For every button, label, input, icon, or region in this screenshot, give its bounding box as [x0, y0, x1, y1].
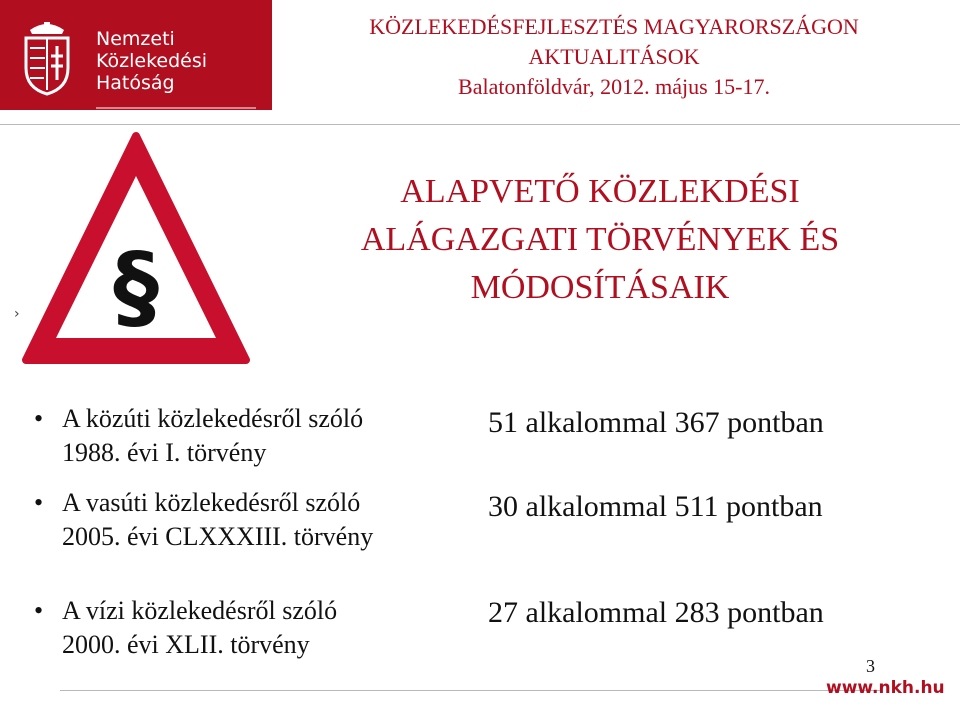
logo-line-1: Nemzeti — [96, 28, 175, 50]
law-citation: 1988. évi I. törvény — [62, 438, 267, 467]
logo-line-2: Közlekedési — [96, 50, 208, 72]
law-title: A közúti közlekedésről szóló — [62, 404, 364, 433]
title-line-1: ALAPVETŐ KÖZLEKDÉSI — [400, 173, 800, 210]
title-line-3: MÓDOSÍTÁSAIK — [470, 269, 730, 306]
list-item — [34, 486, 474, 554]
header-line-1: KÖZLEKEDÉSFEJLESZTÉS MAGYARORSZÁGON — [369, 14, 859, 39]
law-citation: 2005. évi CLXXXIII. törvény — [62, 522, 374, 551]
page-number: 3 — [866, 656, 875, 676]
header-divider — [0, 124, 960, 125]
title-line-2: ALÁGAZGATI TÖRVÉNYEK ÉS — [360, 221, 840, 258]
bullet-icon: • — [34, 404, 44, 433]
list-item — [34, 594, 474, 662]
logo-line-3: Hatóság — [96, 72, 175, 94]
coat-of-arms-icon — [22, 20, 72, 96]
logo-underline — [96, 105, 256, 111]
chevron-icon: › — [14, 306, 20, 322]
amendment-count: 27 alkalommal 283 pontban — [488, 596, 824, 629]
header — [0, 0, 960, 124]
law-citation: 2000. évi XLII. törvény — [62, 630, 310, 659]
nkh-logo — [0, 0, 272, 110]
website-link[interactable]: www.nkh.hu — [826, 678, 945, 698]
bullet-icon: • — [34, 488, 44, 517]
law-list — [34, 402, 474, 662]
slide-title — [300, 168, 900, 312]
amendment-count: 51 alkalommal 367 pontban — [488, 406, 824, 439]
amendment-count: 30 alkalommal 511 pontban — [488, 490, 823, 523]
header-line-2: AKTUALITÁSOK — [528, 44, 700, 69]
warning-sign-icon — [18, 128, 254, 368]
paragraph-symbol: § — [113, 233, 159, 340]
law-title: A vízi közlekedésről szóló — [62, 596, 338, 625]
header-title — [278, 12, 950, 102]
header-line-3: Balatonföldvár, 2012. május 15-17. — [458, 74, 770, 99]
law-title: A vasúti közlekedésről szóló — [62, 488, 361, 517]
list-item — [34, 402, 474, 470]
footer-divider — [60, 690, 880, 691]
bullet-icon: • — [34, 596, 44, 625]
